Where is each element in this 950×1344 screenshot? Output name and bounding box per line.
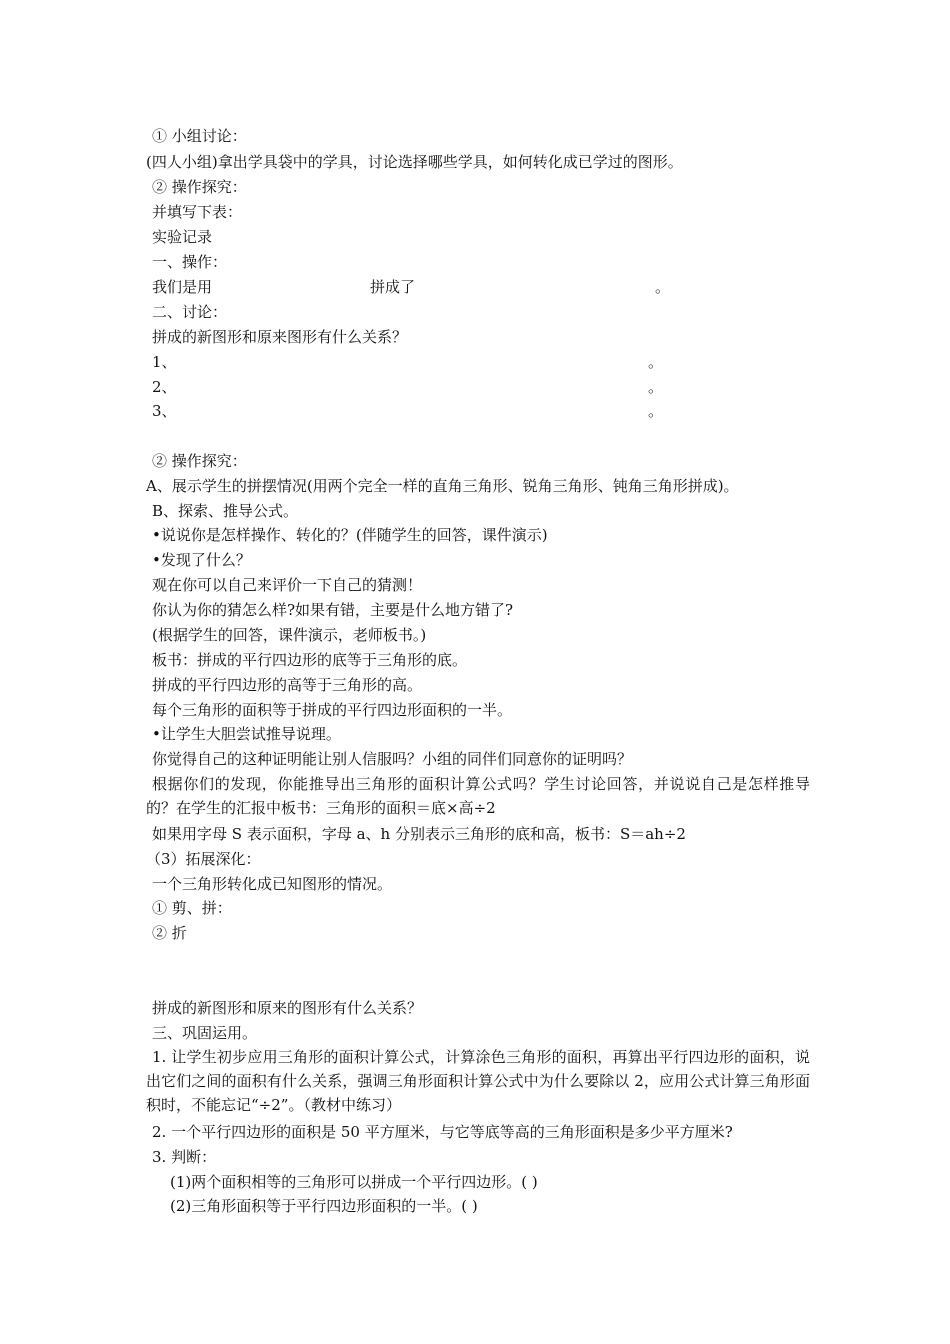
formula-derivation-paragraph: 根据你们的发现，你能推导出三角形的面积计算公式吗？学生讨论回答，并说说自己是怎样推导的？在学生的汇报中板书：三角形的面积＝底×高÷2 — [146, 775, 810, 817]
experiment-record-title: 实验记录 — [152, 228, 213, 246]
self-evaluate-text: 观在你可以自己来评价一下自己的猜测！ — [152, 576, 423, 594]
relation-question: 拼成的新图形和原来图形有什么关系？ — [152, 328, 408, 346]
answer-1-label: 1、 — [152, 353, 177, 371]
discussion-section-label: 二、讨论： — [152, 303, 228, 321]
derive-formula-text: B、探索、推导公式。 — [152, 502, 299, 520]
answer-3-period: 。 — [648, 402, 664, 420]
judge-heading: 3. 判断： — [152, 1148, 217, 1166]
bullet-how-operate: •说说你是怎样操作、转化的？(伴随学生的回答，课件演示) — [152, 526, 548, 544]
answer-2-label: 2、 — [152, 378, 177, 396]
group-discussion-heading: ① 小组讨论： — [152, 127, 247, 145]
board-area-half-text: 每个三角形的面积等于拼成的平行四边形面积的一半。 — [152, 701, 513, 719]
period-mark: 。 — [655, 278, 671, 296]
answer-3-label: 3、 — [152, 402, 177, 420]
operation-explore-heading: ② 操作探究： — [152, 178, 247, 196]
cut-and-join-item: ① 剪、拼： — [152, 899, 232, 917]
relation-question-2: 拼成的新图形和原来的图形有什么关系？ — [152, 999, 423, 1017]
operation-explore-heading-2: ② 操作探究： — [152, 452, 247, 470]
triangle-convert-text: 一个三角形转化成已知图形的情况。 — [152, 875, 393, 893]
letter-formula-text: 如果用字母 S 表示面积，字母 a、h 分别表示三角形的底和高，板书：S＝ah÷2 — [152, 825, 686, 843]
fill-table-text: 并填写下表： — [152, 203, 243, 221]
we-use-label: 我们是用 — [152, 278, 213, 296]
guess-question-text: 你认为你的猜怎么样?如果有错，主要是什么地方错了? — [152, 601, 514, 619]
judge-item-2: (2)三角形面积等于平行四边形面积的一半。( ) — [170, 1197, 478, 1215]
exercise-2-text: 2. 一个平行四边形的面积是 50 平方厘米，与它等底等高的三角形面积是多少平方厘米? — [152, 1123, 733, 1141]
teacher-board-note: (根据学生的回答，课件演示，老师板书。) — [152, 626, 427, 644]
fold-item: ② 折 — [152, 924, 187, 942]
bullet-discover: •发现了什么？ — [152, 551, 251, 569]
group-discussion-text: (四人小组)拿出学具袋中的学具，讨论选择哪些学具，如何转化成已学过的图形。 — [146, 153, 683, 171]
judge-item-1: (1)两个面积相等的三角形可以拼成一个平行四边形。( ) — [170, 1173, 538, 1191]
board-height-text: 拼成的平行四边形的高等于三角形的高。 — [152, 676, 423, 694]
formed-label: 拼成了 — [370, 278, 416, 296]
consolidation-heading: 三、巩固运用。 — [152, 1024, 258, 1042]
answer-2-period: 。 — [648, 378, 664, 396]
student-display-text: A、展示学生的拼摆情况(用两个完全一样的直角三角形、锐角三角形、钝角三角形拼成)。 — [146, 477, 739, 495]
extension-heading: （3）拓展深化： — [146, 850, 261, 868]
exercise-1-paragraph: 1. 让学生初步应用三角形的面积计算公式，计算涂色三角形的面积，再算出平行四边形的面积，说出它们之间的面积有什么关系，强调三角形面积计算公式中为什么要除以 2，应用公式计算三角形面积时，不能忘记“÷2”。（教材中练习） — [146, 1048, 810, 1114]
bullet-try-derive: •让学生大胆尝试推导说理。 — [152, 725, 341, 743]
convince-question-text: 你觉得自己的这种证明能让别人信服吗？小组的同伴们同意你的证明吗？ — [152, 750, 633, 768]
board-base-text: 板书：拼成的平行四边形的底等于三角形的底。 — [152, 651, 468, 669]
answer-1-period: 。 — [648, 353, 664, 371]
operation-section-label: 一、操作： — [152, 253, 228, 271]
